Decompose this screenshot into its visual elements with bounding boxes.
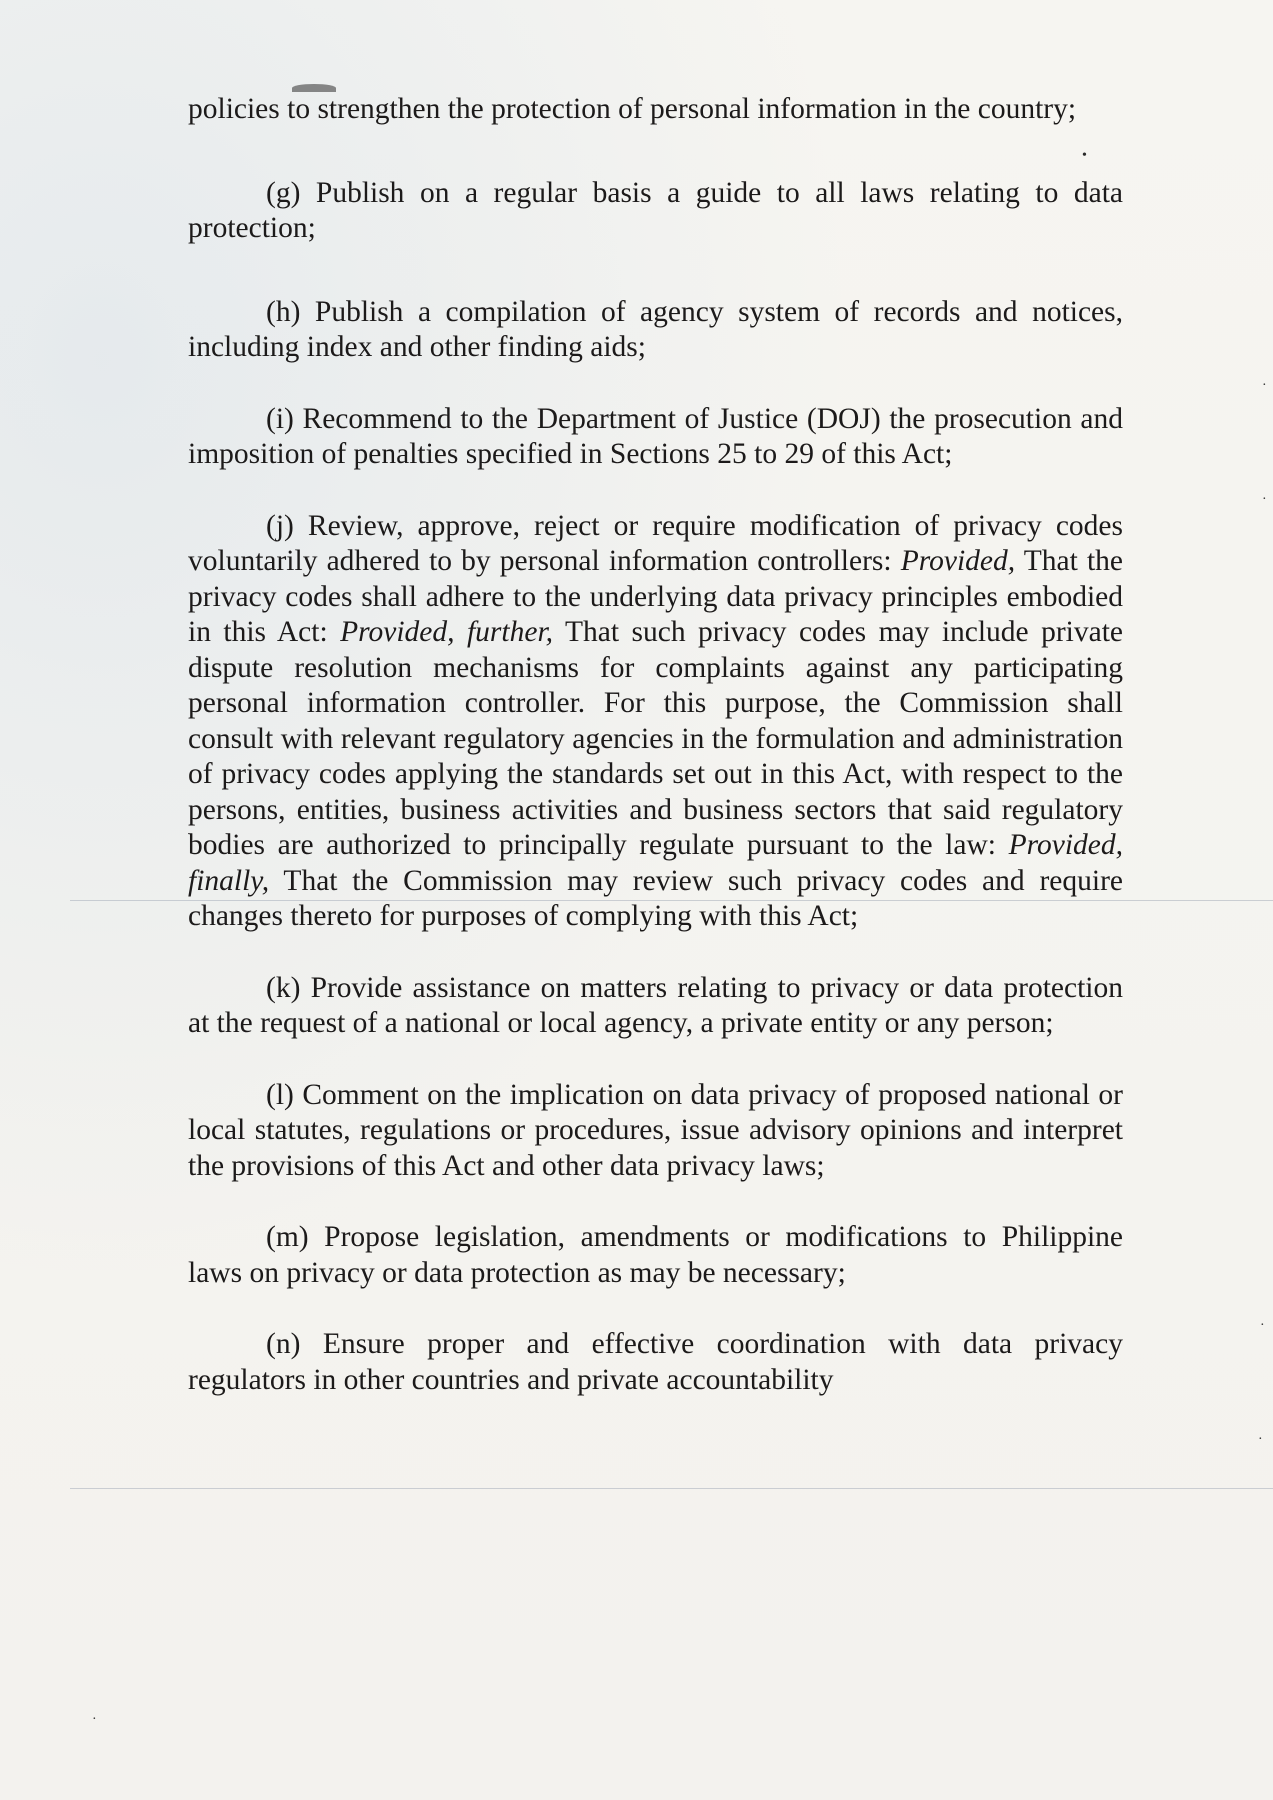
proviso-provided: Provided, [900, 545, 1016, 577]
paragraph-j-text-2: That the privacy codes shall adhere to the underlying data privacy principles embodied in this Act: [188, 545, 1123, 648]
paragraph-n: (n) Ensure proper and effective coordination with data privacy regulators in other countries and private accountability [188, 1328, 1123, 1396]
ink-speck: · [92, 1712, 97, 1727]
paragraph-h: (h) Publish a compilation of agency system of records and notices, including index and other finding aids; [188, 295, 1123, 363]
ink-speck: · [1262, 378, 1267, 393]
paragraph-j-text-4: That the Commission may review such privacy codes and require changes thereto for purposes of complying with this Act; [188, 864, 1123, 932]
paragraph-m: (m) Propose legislation, amendments or modifications to Philippine laws on privacy or data protection as may be necessary; [188, 1221, 1123, 1289]
paragraph-i: (i) Recommend to the Department of Justice (DOJ) the prosecution and imposition of penalties specified in Sections 25 to 29 of this Act; [188, 402, 1123, 470]
ink-speck: · [1260, 1318, 1265, 1333]
binding-mark [292, 84, 336, 92]
paragraph-j [188, 509, 1123, 935]
ink-speck: · [1258, 1432, 1263, 1447]
paragraph-f-continuation: policies to strengthen the protection of personal information in the country; [188, 93, 1077, 125]
paragraph-k: (k) Provide assistance on matters relating to privacy or data protection at the request of a national or local agency, a private entity or any person; [188, 971, 1123, 1039]
paragraph-j-text-1: (j) Review, approve, reject or require modification of privacy codes voluntarily adhered to by personal information controllers: [188, 509, 1123, 577]
proviso-provided-further: Provided, further, [340, 616, 554, 648]
fold-line [70, 1488, 1273, 1489]
ink-speck: · [1262, 492, 1267, 507]
paragraph-g: (g) Publish on a regular basis a guide to all laws relating to data protection; [188, 176, 1123, 244]
paragraph-j-text-3: That such privacy codes may include private dispute resolution mechanisms for complaints against any participating personal information controller. For this purpose, the Commission shall consult with relevant regulatory agencies in the formulation and administration of privacy codes applying the standards set out in this Act, with respect to the persons, entities, business activities and business sectors that said regulatory bodies are authorized to principally regulate pursuant to the law: [188, 616, 1124, 861]
statute-text [188, 92, 1123, 1398]
paragraph-l: (l) Comment on the implication on data privacy of proposed national or local statutes, regulations or procedures, issue advisory opinions and interpret the provisions of this Act and other data privacy laws; [188, 1078, 1123, 1182]
proviso-provided-finally: Provided, finally, [188, 829, 1123, 897]
ink-speck: • [1082, 148, 1087, 163]
